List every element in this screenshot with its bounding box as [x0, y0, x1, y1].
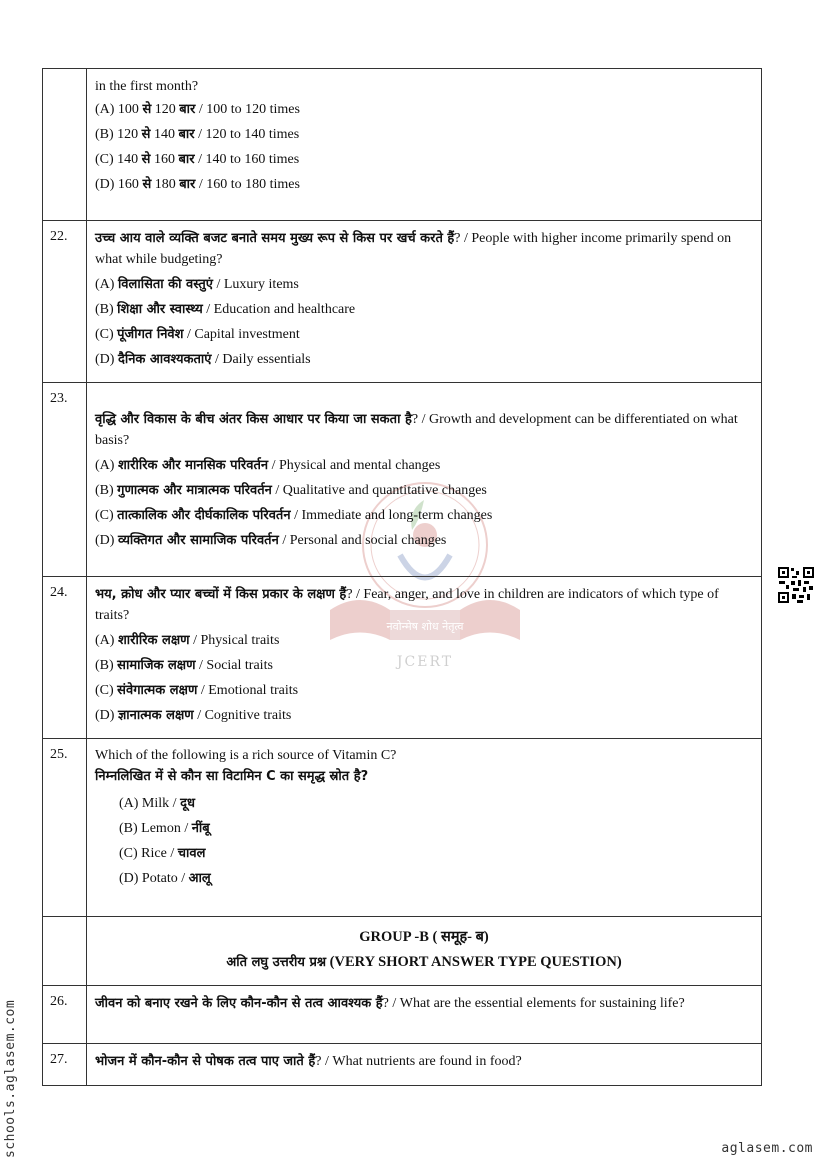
question-row-22: [43, 221, 762, 383]
option: (D) व्यक्तिगत और सामाजिक परिवर्तन / Personal and social changes: [95, 533, 447, 548]
option: (A) Milk / दूध: [119, 796, 195, 811]
option: (A) शारीरिक लक्षण / Physical traits: [95, 633, 280, 648]
question-number: 26.: [43, 986, 87, 1044]
question-body: [87, 221, 762, 383]
question-body: [87, 739, 762, 917]
question-row-24: [43, 577, 762, 739]
footer-url: aglasem.com: [721, 1141, 813, 1156]
question-row-23: [43, 383, 762, 577]
option: (B) सामाजिक लक्षण / Social traits: [95, 658, 273, 673]
option: (D) 160 से 180 बार / 160 to 180 times: [95, 177, 300, 192]
question-row-27: [43, 1044, 762, 1086]
option: (B) 120 से 140 बार / 120 to 140 times: [95, 127, 300, 142]
logo-motto: नवोन्मेष शोध नेतृत्व: [386, 620, 464, 633]
question-table: [42, 68, 762, 1086]
question-text: भय, क्रोध और प्यार बच्चों में किस प्रकार के लक्षण हैं? / Fear, anger, and love in children are indicators of which type of traits?: [95, 587, 719, 623]
option: (C) संवेगात्मक लक्षण / Emotional traits: [95, 683, 299, 698]
option: (D) दैनिक आवश्यकताएं / Daily essentials: [95, 352, 311, 367]
question-text: भोजन में कौन-कौन से पोषक तत्व पाए जाते हैं? / What nutrients are found in food?: [95, 1054, 522, 1069]
option: (B) गुणात्मक और मात्रात्मक परिवर्तन / Qualitative and quantitative changes: [95, 483, 487, 498]
question-number: 23.: [43, 383, 87, 577]
question-row-25: [43, 739, 762, 917]
question-number: [43, 69, 87, 221]
question-text: in the first month?: [95, 79, 199, 94]
question-number: 25.: [43, 739, 87, 917]
logo-jcert: JCERT: [396, 654, 454, 670]
option: (D) ज्ञानात्मक लक्षण / Cognitive traits: [95, 708, 292, 723]
option: (A) 100 से 120 बार / 100 to 120 times: [95, 102, 300, 117]
question-body: [87, 986, 762, 1044]
question-text-en: Which of the following is a rich source of Vitamin C?: [95, 748, 397, 763]
question-number: 22.: [43, 221, 87, 383]
option: (C) 140 से 160 बार / 140 to 160 times: [95, 152, 300, 167]
question-row-26: [43, 986, 762, 1044]
question-body: [87, 69, 762, 221]
option: (C) पूंजीगत निवेश / Capital investment: [95, 327, 300, 342]
option: (B) Lemon / नींबू: [119, 821, 210, 836]
option: (B) शिक्षा और स्वास्थ्य / Education and healthcare: [95, 302, 356, 317]
option: (A) शारीरिक और मानसिक परिवर्तन / Physical and mental changes: [95, 458, 441, 473]
question-body: [87, 1044, 762, 1086]
question-body: [87, 577, 762, 739]
question-number: 24.: [43, 577, 87, 739]
group-b-header-row: [43, 917, 762, 986]
question-text: जीवन को बनाए रखने के लिए कौन-कौन से तत्व आवश्यक हैं? / What are the essential elements for sustaining life?: [95, 996, 685, 1011]
question-number: 27.: [43, 1044, 87, 1086]
option: (D) Potato / आलू: [119, 871, 211, 886]
option: (A) विलासिता की वस्तुएं / Luxury items: [95, 277, 299, 292]
question-body: [87, 383, 762, 577]
group-b-heading: [87, 917, 762, 986]
question-text: उच्च आय वाले व्यक्ति बजट बनाते समय मुख्य रूप से किस पर खर्च करते हैं? / People with higher income primarily spend on what while budgeting?: [95, 231, 732, 267]
qr-code-icon: [777, 566, 815, 604]
option: (C) तात्कालिक और दीर्घकालिक परिवर्तन / Immediate and long-term changes: [95, 508, 493, 523]
question-row-21: [43, 69, 762, 221]
option: (C) Rice / चावल: [119, 846, 206, 861]
group-title: GROUP -B ( समूह- ब): [359, 929, 489, 945]
side-watermark-url: schools.aglasem.com: [3, 999, 18, 1158]
question-text: वृद्धि और विकास के बीच अंतर किस आधार पर किया जा सकता है? / Growth and development can be differentiated on what basis?: [95, 412, 738, 448]
group-subtitle: अति लघु उत्तरीय प्रश्न (VERY SHORT ANSWER TYPE QUESTION): [226, 954, 622, 970]
question-text-hi: निम्नलिखित में से कौन सा विटामिन C का समृद्ध स्रोत है?: [95, 769, 369, 784]
